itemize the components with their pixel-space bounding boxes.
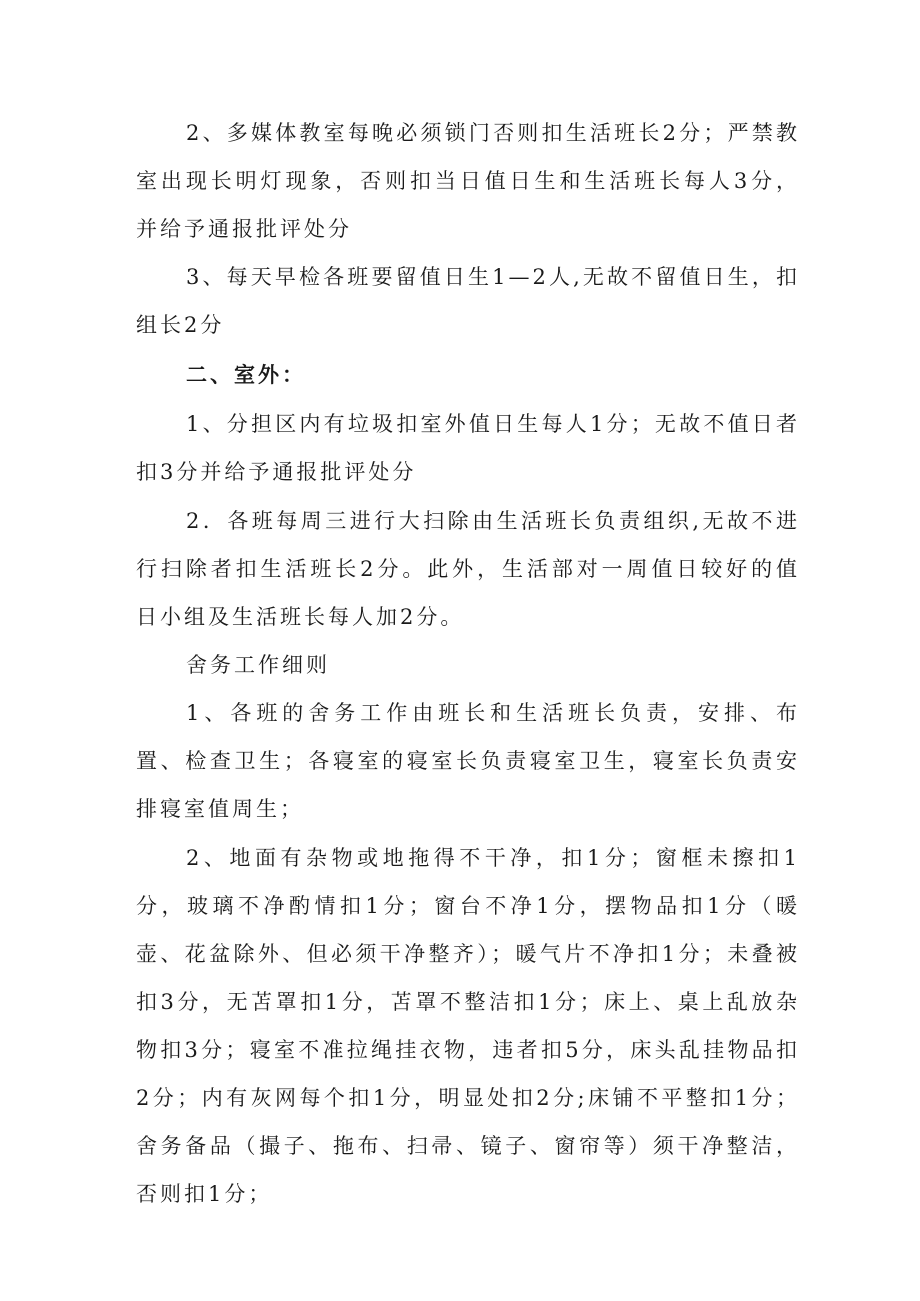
- paragraph-outdoor-rule-2: 2．各班每周三进行大扫除由生活班长负责组织,无故不进行扫除者扣生活班长2分。此外，生活部对一周值日较好的值日小组及生活班长每人加2分。: [136, 509, 800, 629]
- section-title-dorm: 舍务工作细则: [186, 653, 330, 677]
- paragraph-classroom-rule-3: 3、每天早检各班要留值日生1—2人,无故不留值日生，扣组长2分: [136, 265, 800, 337]
- paragraph-dorm-rule-1: 1、各班的舍务工作由班长和生活班长负责，安排、布置、检查卫生；各寝室的寝室长负责寝室卫生，寝室长负责安排寝室值周生；: [136, 701, 800, 821]
- section-heading-outdoor: 二、室外：: [186, 363, 306, 387]
- paragraph-outdoor-rule-1: 1、分担区内有垃圾扣室外值日生每人1分；无故不值日者扣3分并给予通报批评处分: [136, 412, 800, 484]
- paragraph-dorm-rule-2: 2、地面有杂物或地拖得不干净，扣1分；窗框未擦扣1分，玻璃不净酌情扣1分；窗台不净1分，摆物品扣1分（暖壶、花盆除外、但必须干净整齐）；暖气片不净扣1分；未叠被扣3分，无苫罩扣1分，苫罩不整洁扣1分；床上、桌上乱放杂物扣3分；寝室不准拉绳挂衣物，违者扣5分，床头乱挂物品扣2分；内有灰网每个扣1分，明显处扣2分;床铺不平整扣1分；舍务备品（撮子、拖布、扫帚、镜子、窗帘等）须干净整洁，否则扣1分；: [136, 846, 800, 1206]
- paragraph-classroom-rule-2: 2、多媒体教室每晚必须锁门否则扣生活班长2分；严禁教室出现长明灯现象，否则扣当日值日生和生活班长每人3分，并给予通报批评处分: [136, 121, 800, 241]
